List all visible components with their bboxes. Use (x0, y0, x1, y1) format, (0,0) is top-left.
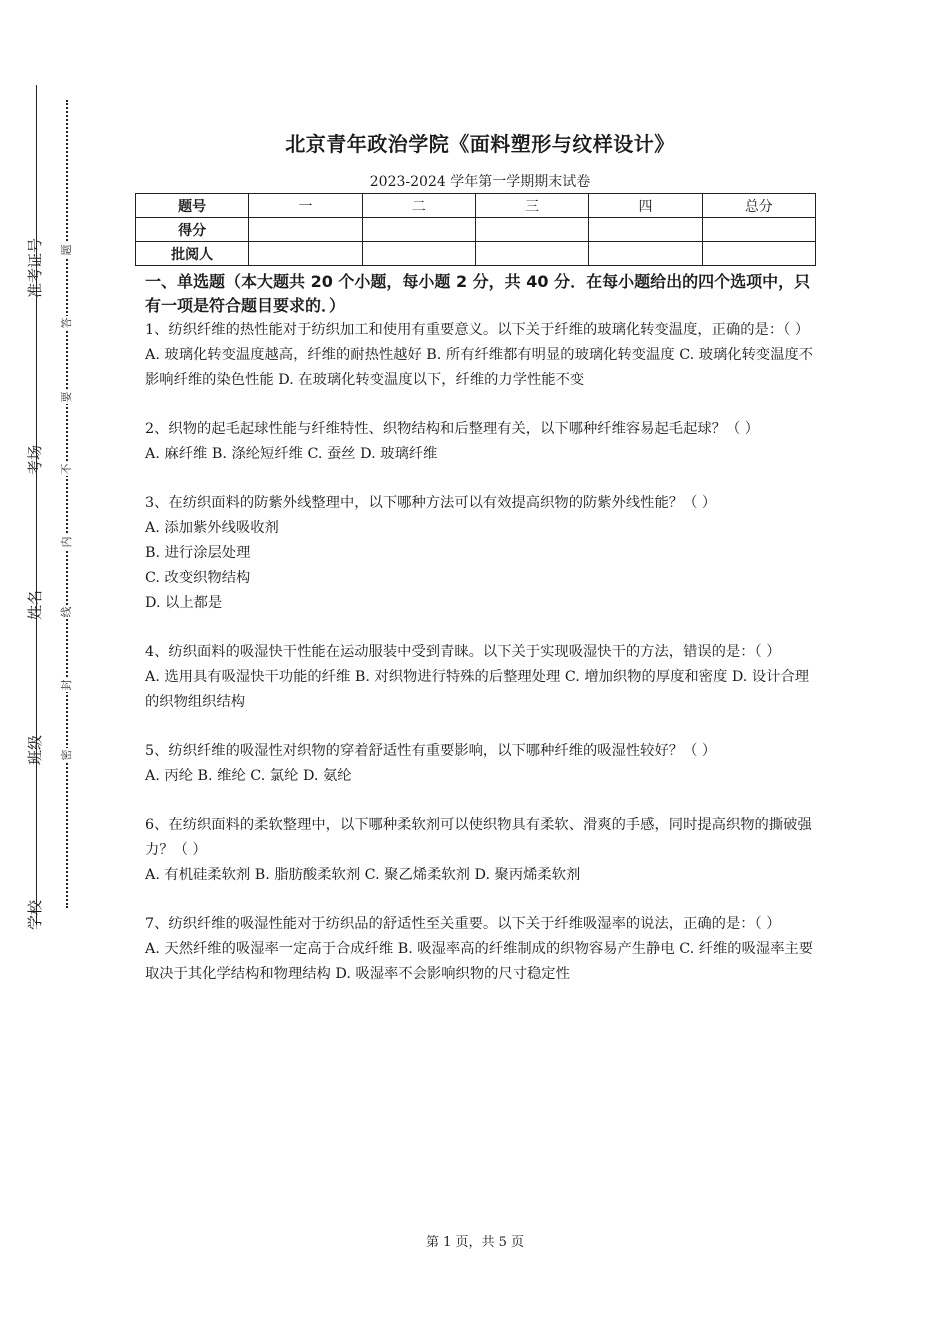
score-table-header-cell: 一 (249, 194, 362, 218)
score-cell (249, 218, 362, 242)
question-5 (145, 739, 817, 789)
question-options: A. 麻纤维 B. 涤纶短纤维 C. 蚕丝 D. 玻璃纤维 (145, 446, 438, 462)
score-table-row-grader (136, 242, 816, 266)
question-4 (145, 640, 817, 715)
field-exam-number: 准考证号 (26, 237, 44, 298)
question-stem: 7、纺织纤维的吸湿性能对于纺织品的舒适性至关重要。以下关于纤维吸湿率的说法，正确的是：（ ） (145, 916, 781, 932)
grader-cell (589, 242, 702, 266)
grader-cell (249, 242, 362, 266)
field-class: 班级 (26, 734, 44, 765)
exam-content (145, 270, 817, 987)
question-stem: 2、织物的起毛起球性能与纤维特性、织物结构和后整理有关，以下哪种纤维容易起毛起球？（ ） (145, 421, 760, 437)
question-stem: 4、纺织面料的吸湿快干性能在运动服装中受到青睐。以下关于实现吸湿快干的方法，错误的是：（ ） (145, 644, 781, 660)
score-cell (702, 218, 815, 242)
binding-dotted-line (66, 100, 68, 908)
score-table-header-cell: 题号 (136, 194, 249, 218)
seal-char-ti: 题 (60, 244, 73, 256)
score-table-header-cell: 三 (475, 194, 588, 218)
seal-char-nei: 内 (60, 536, 73, 548)
question-stem: 3、在纺织面料的防紫外线整理中，以下哪种方法可以有效提高织物的防紫外线性能？（ ） (145, 495, 717, 511)
score-table-row-score (136, 218, 816, 242)
grader-cell (475, 242, 588, 266)
question-7 (145, 912, 817, 987)
question-stem: 5、纺织纤维的吸湿性对织物的穿着舒适性有重要影响，以下哪种纤维的吸湿性较好？（ ） (145, 743, 717, 759)
question-options: A. 选用具有吸湿快干功能的纤维 B. 对织物进行特殊的后整理处理 C. 增加织物的厚度和密度 D. 设计合理的织物组织结构 (145, 669, 810, 710)
score-cell (475, 218, 588, 242)
seal-char-bu: 不 (60, 463, 73, 475)
question-option-b: B. 进行涂层处理 (145, 545, 251, 561)
exam-title: 北京青年政治学院《面料塑形与纹样设计》 (285, 132, 675, 156)
field-school: 学校 (26, 899, 44, 930)
exam-subtitle: 2023-2024 学年第一学期期末试卷 (369, 174, 591, 190)
question-option-a: A. 添加紫外线吸收剂 (145, 520, 279, 536)
question-6 (145, 813, 817, 888)
field-exam-room: 考场 (26, 444, 44, 475)
grader-cell (362, 242, 475, 266)
question-3 (145, 491, 817, 616)
field-name: 姓名 (26, 589, 44, 620)
question-stem: 1、纺织纤维的热性能对于纺织加工和使用有重要意义。以下关于纤维的玻璃化转变温度，正确的是：（ ） (145, 322, 810, 338)
score-table-header-cell: 四 (589, 194, 702, 218)
score-table-row-label: 批阅人 (136, 242, 249, 266)
score-table-header-cell: 总分 (702, 194, 815, 218)
seal-char-feng: 封 (60, 679, 73, 691)
seal-char-da: 答 (60, 317, 73, 329)
seal-char-mi: 密 (60, 749, 73, 761)
score-table-header-row (136, 194, 816, 218)
question-1 (145, 318, 817, 393)
binding-solid-line (36, 85, 37, 925)
score-table (135, 193, 816, 266)
score-cell (589, 218, 702, 242)
question-2 (145, 417, 817, 467)
question-option-d: D. 以上都是 (145, 595, 223, 611)
score-table-header-cell: 二 (362, 194, 475, 218)
score-cell (362, 218, 475, 242)
score-table-row-label: 得分 (136, 218, 249, 242)
question-options: A. 丙纶 B. 维纶 C. 氯纶 D. 氨纶 (145, 768, 352, 784)
question-stem: 6、在纺织面料的柔软整理中，以下哪种柔软剂可以使织物具有柔软、滑爽的手感，同时提高织物的撕破强力？（ ） (145, 817, 812, 858)
grader-cell (702, 242, 815, 266)
question-options: A. 玻璃化转变温度越高，纤维的耐热性越好 B. 所有纤维都有明显的玻璃化转变温度 C. 玻璃化转变温度不影响纤维的染色性能 D. 在玻璃化转变温度以下，纤维的力学性能不变 (145, 347, 814, 388)
question-option-c: C. 改变织物结构 (145, 570, 251, 586)
page-footer: 第 1 页，共 5 页 (425, 1235, 525, 1250)
question-options: A. 有机硅柔软剂 B. 脂肪酸柔软剂 C. 聚乙烯柔软剂 D. 聚丙烯柔软剂 (145, 867, 581, 883)
seal-char-xian: 线 (60, 606, 73, 618)
question-options: A. 天然纤维的吸湿率一定高于合成纤维 B. 吸湿率高的纤维制成的织物容易产生静电 C. 纤维的吸湿率主要取决于其化学结构和物理结构 D. 吸湿率不会影响织物的尺寸稳定性 (145, 941, 814, 982)
seal-char-yao: 要 (60, 391, 73, 403)
section-heading: 一、单选题（本大题共 20 个小题，每小题 2 分，共 40 分．在每小题给出的四个选项中，只有一项是符合题目要求的．） (145, 272, 811, 315)
